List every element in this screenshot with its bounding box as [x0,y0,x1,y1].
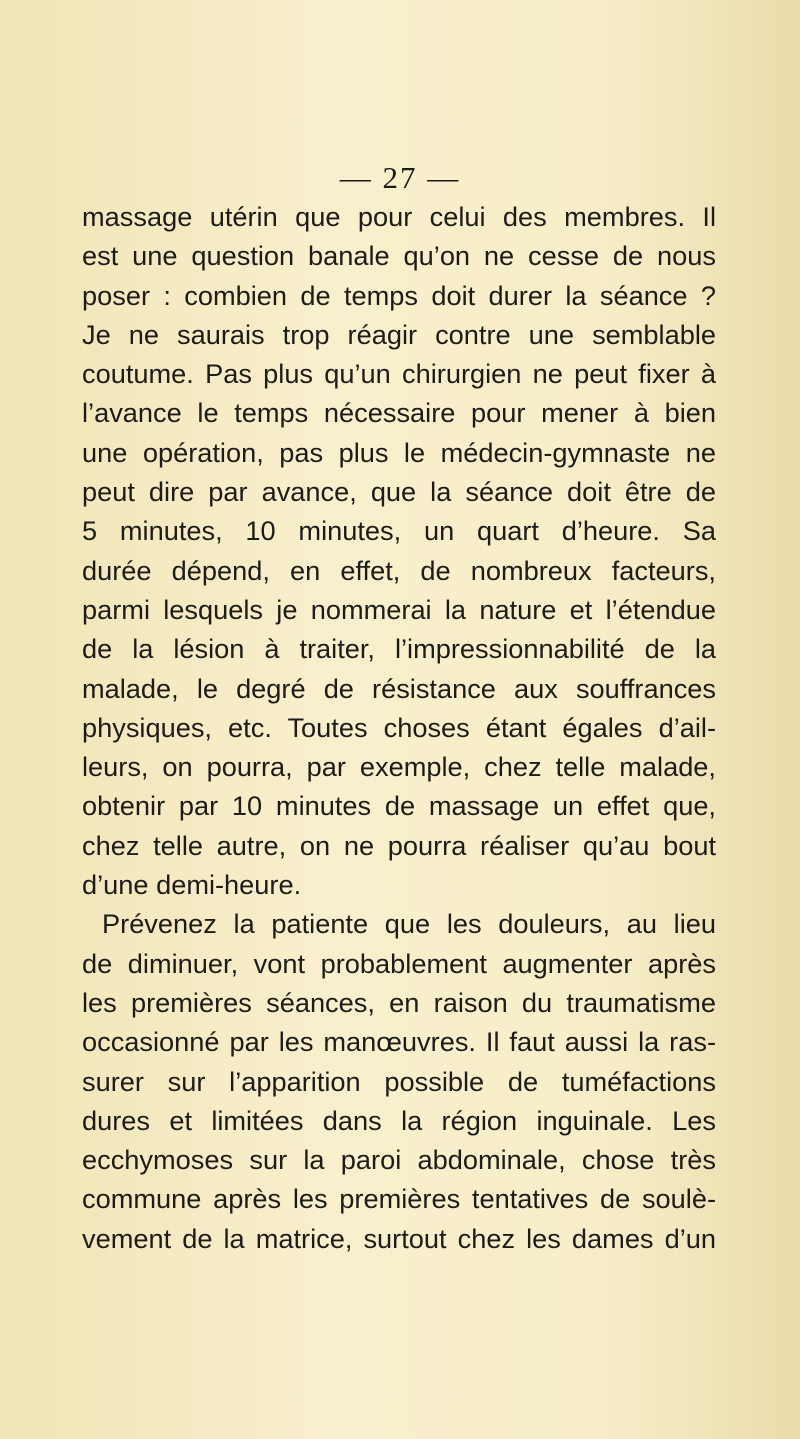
text-line: de diminuer, vont probablement augmenter après [82,947,716,979]
page-number: — 27 — [339,160,461,195]
text-line: ecchymoses sur la paroi abdominale, chose très [82,1144,716,1176]
text-line: commune après les premières tentatives de soulè- [82,1183,716,1215]
text-line: occasionné par les manœuvres. Il faut aussi la ras- [82,1026,716,1058]
paragraph-1 [82,197,716,904]
text-line: une opération, pas plus le médecin-gymnaste ne [82,436,716,468]
text-line: d’une demi-heure. [82,869,302,901]
text-line: durée dépend, en effet, de nombreux facteurs, [82,554,716,586]
text-line: est une question banale qu’on ne cesse de nous [82,240,716,272]
text-line: coutume. Pas plus qu’un chirurgien ne peut fixer à [82,358,716,390]
paragraph-2 [82,904,716,1258]
text-line: de la lésion à traiter, l’impressionnabilité de la [82,633,716,665]
text-line: dures et limitées dans la région inguinale. Les [82,1104,716,1136]
text-line: peut dire par avance, que la séance doit être de [82,476,716,508]
text-line: vement de la matrice, surtout chez les dames d’un [82,1222,716,1254]
text-line: poser : combien de temps doit durer la séance ? [82,279,716,311]
text-line: physiques, etc. Toutes choses étant égales d’ail- [82,711,716,743]
text-line: Je ne saurais trop réagir contre une semblable [82,318,716,350]
body-text [82,197,716,1258]
text-line: parmi lesquels je nommerai la nature et l’étendue [82,593,716,625]
text-line: massage utérin que pour celui des membres. Il [82,201,716,232]
text-line: l’avance le temps nécessaire pour mener à bien [82,397,716,429]
text-line: leurs, on pourra, par exemple, chez telle malade, [82,751,716,783]
text-line: les premières séances, en raison du traumatisme [82,986,716,1018]
text-line: 5 minutes, 10 minutes, un quart d’heure. Sa [82,515,716,547]
text-line: Prévenez la patiente que les douleurs, au lieu [102,908,716,940]
text-line: obtenir par 10 minutes de massage un effet que, [82,790,716,822]
text-line: surer sur l’apparition possible de tuméfactions [82,1065,716,1097]
text-line: malade, le degré de résistance aux souffrances [82,672,716,704]
text-line: chez telle autre, on ne pourra réaliser qu’au bout [82,829,716,861]
